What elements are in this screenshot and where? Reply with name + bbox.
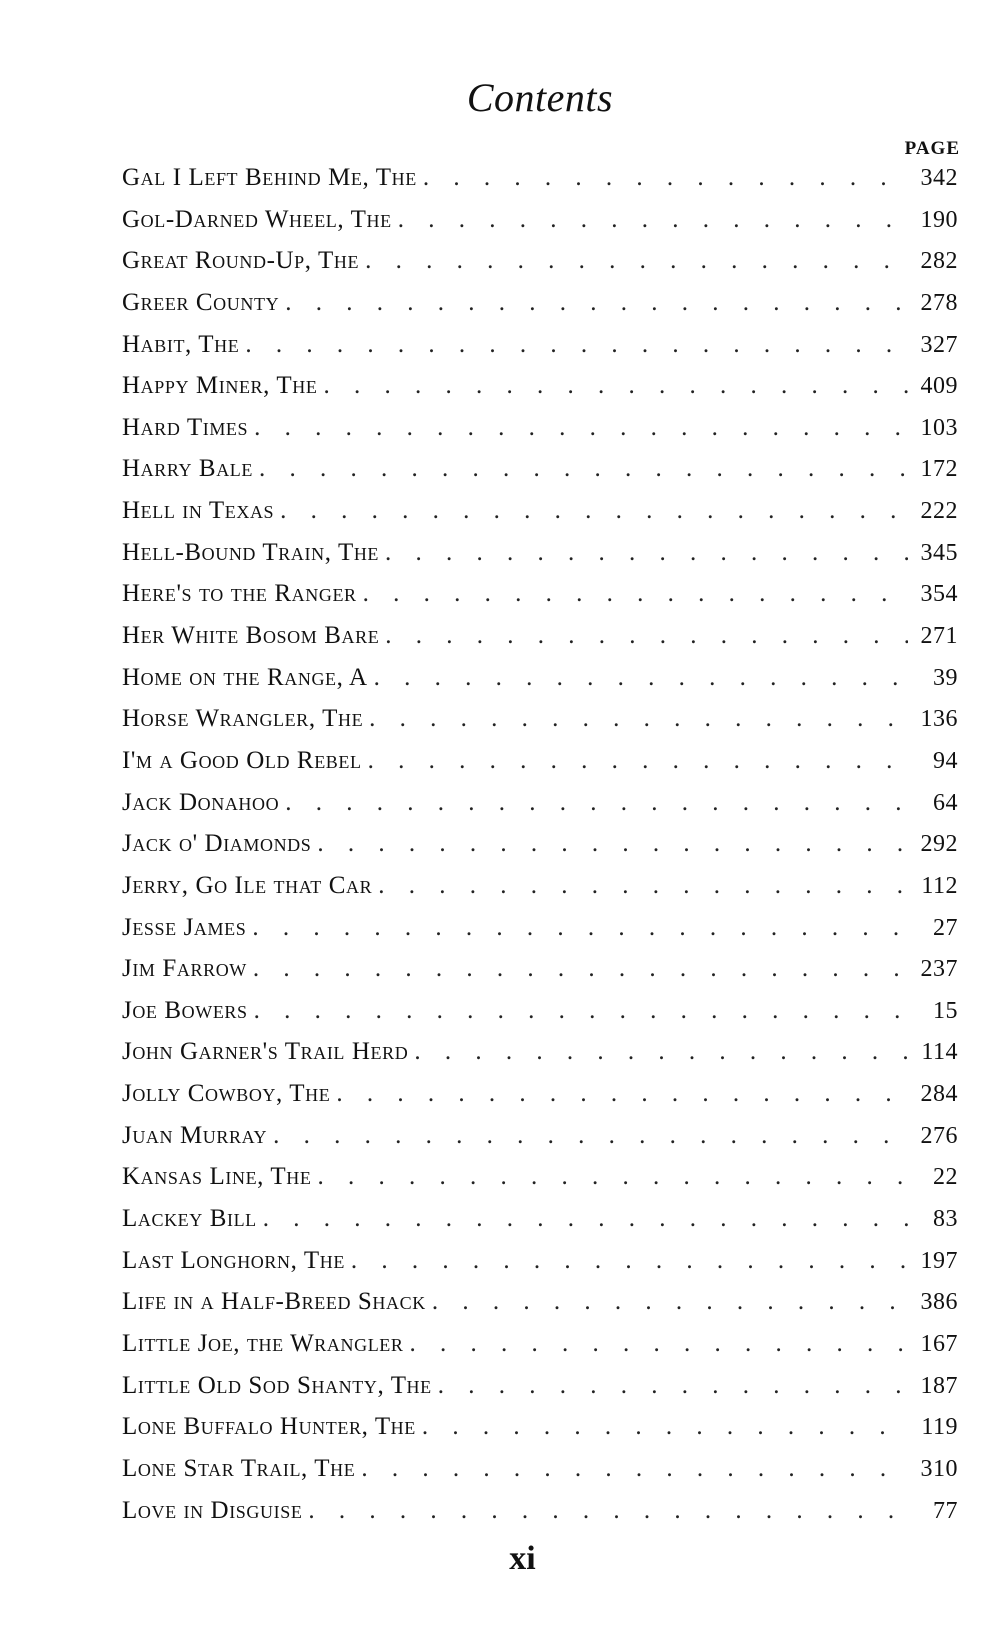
toc-entry: [122, 331, 958, 373]
dot-leader: [317, 372, 908, 400]
dot-leader: [279, 789, 908, 817]
toc-entry-page: 237: [920, 956, 958, 983]
toc-entry-page: 197: [920, 1247, 958, 1274]
toc-entry-title: John Garner's Trail Herd: [122, 1038, 409, 1066]
toc-entry-page: 27: [933, 914, 958, 941]
toc-entry-page: 386: [920, 1289, 958, 1316]
toc-entry: [122, 955, 958, 997]
toc-entry-title: Hell-Bound Train, The: [122, 538, 380, 566]
toc-entry: [122, 1497, 958, 1539]
toc-entry: [122, 747, 958, 789]
toc-entry: [122, 206, 958, 248]
toc-entry-page: 114: [921, 1039, 958, 1066]
dot-leader: [253, 455, 908, 483]
toc-entry: [122, 1163, 958, 1205]
dot-leader: [368, 664, 908, 692]
toc-entry-title: Hell in Texas: [122, 497, 275, 525]
toc-entry-page: 77: [933, 1497, 958, 1524]
toc-entry-title: Harry Bale: [122, 455, 253, 483]
dot-leader: [239, 331, 908, 359]
dot-leader: [372, 872, 908, 900]
toc-entry-title: Hard Times: [122, 413, 249, 441]
toc-entry: [122, 372, 958, 414]
toc-entry-page: 282: [920, 248, 958, 275]
toc-entry-page: 94: [933, 747, 958, 774]
toc-entry-title: Gal I Left Behind Me, The: [122, 164, 417, 191]
dot-leader: [355, 1455, 908, 1483]
toc-entry-title: Jesse James: [122, 913, 247, 941]
toc-entry: [122, 1038, 958, 1080]
page-number: xi: [509, 1540, 536, 1577]
dot-leader: [357, 580, 908, 608]
toc-entry: [122, 1330, 958, 1372]
toc-entry: [122, 872, 958, 914]
dot-leader: [312, 1163, 909, 1191]
toc-entry: [122, 1288, 958, 1330]
dot-leader: [257, 1205, 908, 1233]
dot-leader: [379, 539, 908, 567]
toc-entry-title: Lone Star Trail, The: [122, 1454, 356, 1482]
toc-entry-title: Little Old Sod Shanty, The: [122, 1371, 432, 1399]
toc-entry-title: Jack Donahoo: [122, 788, 280, 816]
toc-entry: [122, 164, 958, 206]
toc-entry: [122, 289, 958, 331]
toc-entry-page: 345: [920, 539, 958, 566]
page-title: Contents: [466, 75, 614, 120]
dot-leader: [279, 289, 908, 317]
toc-entry-title: Juan Murray: [122, 1121, 268, 1149]
toc-entry: [122, 830, 958, 872]
toc-entry-title: Here's to the Ranger: [122, 580, 357, 608]
dot-leader: [426, 1288, 908, 1316]
toc-entry-page: 119: [921, 1414, 958, 1441]
toc-entry-title: Jack o' Diamonds: [122, 830, 312, 858]
dot-leader: [404, 1330, 908, 1358]
toc-entry-title: Greer County: [122, 288, 280, 316]
dot-leader: [302, 1497, 908, 1525]
toc-entry-page: 222: [920, 498, 958, 525]
dot-leader: [408, 1038, 908, 1066]
dot-leader: [267, 1122, 908, 1150]
toc-entry: [122, 580, 958, 622]
dot-leader: [246, 914, 908, 942]
dot-leader: [417, 164, 908, 192]
dot-leader: [247, 955, 908, 983]
toc-entry: [122, 914, 958, 956]
dot-leader: [311, 830, 908, 858]
toc-entry: [122, 247, 958, 289]
toc-entry-title: Happy Miner, The: [122, 372, 318, 400]
dot-leader: [362, 747, 908, 775]
dot-leader: [432, 1372, 908, 1400]
toc-entry-page: 39: [933, 664, 958, 691]
toc-entry-title: Horse Wrangler, The: [122, 705, 364, 733]
toc-entry-title: Lackey Bill: [122, 1205, 257, 1233]
toc-entry-page: 103: [920, 414, 958, 441]
toc-entry-title: Jolly Cowboy, The: [122, 1080, 331, 1108]
dot-leader: [416, 1413, 908, 1441]
toc-entry: [122, 1413, 958, 1455]
dot-leader: [363, 705, 908, 733]
dot-leader: [274, 497, 908, 525]
toc-entry: [122, 1122, 958, 1164]
dot-leader: [330, 1080, 908, 1108]
toc-entry: [122, 414, 958, 456]
toc-entry-page: 22: [933, 1164, 958, 1191]
toc-entry-page: 136: [920, 706, 958, 733]
dot-leader: [392, 206, 908, 234]
toc-entry: [122, 997, 958, 1039]
toc-entry-page: 167: [920, 1330, 958, 1357]
dot-leader: [248, 414, 908, 442]
toc-entry: [122, 1080, 958, 1122]
dot-leader: [379, 622, 908, 650]
toc-entry: [122, 664, 958, 706]
toc-entry-title: Jim Farrow: [122, 955, 247, 983]
toc-entry-title: Kansas Line, The: [122, 1163, 312, 1191]
toc-entry-page: 83: [933, 1206, 958, 1233]
toc-entry-page: 187: [920, 1372, 958, 1399]
toc-entry-page: 112: [921, 872, 958, 899]
toc-entry-title: Life in a Half-Breed Shack: [122, 1288, 426, 1316]
dot-leader: [248, 997, 908, 1025]
toc-entry: [122, 622, 958, 664]
toc-entry-page: 327: [920, 331, 958, 358]
toc-entry: [122, 1455, 958, 1497]
toc-entry-page: 284: [920, 1081, 958, 1108]
toc-entry-title: Lone Buffalo Hunter, The: [122, 1413, 416, 1441]
toc-entry: [122, 497, 958, 539]
toc-entry-title: I'm a Good Old Rebel: [122, 746, 362, 774]
toc-entry-page: 276: [920, 1122, 958, 1149]
toc-entry-page: 292: [920, 831, 958, 858]
toc-entry-page: 271: [920, 623, 958, 650]
toc-entry-title: Gol-Darned Wheel, The: [122, 205, 392, 233]
toc-entry: [122, 1247, 958, 1289]
toc-entry-title: Home on the Range, A: [122, 663, 368, 691]
toc-entry-title: Her White Bosom Bare: [122, 622, 380, 650]
toc-entry-page: 190: [920, 206, 958, 233]
toc-entry-page: 354: [920, 581, 958, 608]
toc-entry: [122, 1205, 958, 1247]
dot-leader: [345, 1247, 908, 1275]
toc-entry: [122, 705, 958, 747]
toc-entry-page: 15: [933, 997, 958, 1024]
toc-entry-title: Joe Bowers: [122, 996, 248, 1024]
page-column-heading: PAGE: [904, 138, 960, 159]
toc-entry-title: Last Longhorn, The: [122, 1246, 345, 1274]
toc-entry-title: Great Round-Up, The: [122, 247, 360, 275]
table-of-contents: [122, 164, 958, 1538]
toc-entry-title: Jerry, Go Ile that Car: [122, 871, 373, 899]
toc-entry-page: 172: [920, 456, 958, 483]
toc-entry-page: 342: [920, 165, 958, 191]
toc-entry-page: 409: [920, 373, 958, 400]
toc-entry-page: 64: [933, 789, 958, 816]
toc-entry-page: 310: [920, 1455, 958, 1482]
toc-entry-title: Habit, The: [122, 330, 240, 358]
dot-leader: [359, 247, 908, 275]
toc-entry-title: Love in Disguise: [122, 1496, 303, 1524]
toc-entry-page: 278: [920, 289, 958, 316]
toc-entry: [122, 455, 958, 497]
toc-entry: [122, 1372, 958, 1414]
toc-entry-title: Little Joe, the Wrangler: [122, 1329, 404, 1357]
toc-entry: [122, 789, 958, 831]
toc-entry: [122, 539, 958, 581]
